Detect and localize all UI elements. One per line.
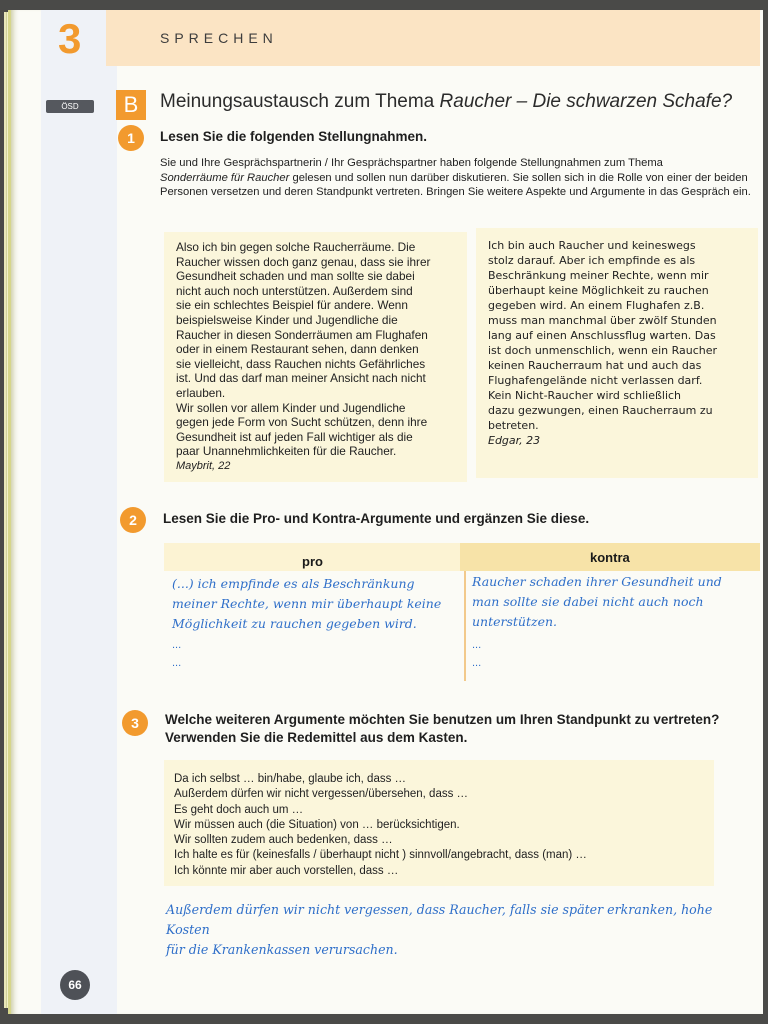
- intro-text-b: gelesen und sollen nun darüber diskutieren. Sie sollen sich in die Rolle von einer der beiden Personen versetzen und deren Standpunkt vertreten. Bringen Sie weitere Aspekte und Argumente in das Gespräch ein.: [160, 171, 751, 198]
- pro-contra-table-header: [164, 543, 760, 571]
- task3-answer: [166, 900, 760, 960]
- task3-title-line2: Verwenden Sie die Redemittel aus dem Kasten.: [165, 730, 468, 745]
- section-letter: B: [116, 90, 146, 120]
- statement-line: beispielsweise Kinder und Jugendliche die: [176, 312, 398, 327]
- statement-line: Gesundheit ist auf jeden Fall wichtiger als die: [176, 429, 413, 444]
- statement-line: gegen jede Form von Sucht schützen, denn ihre: [176, 415, 428, 430]
- column-divider: [464, 571, 466, 681]
- statement-line: Flughafengelände nicht verlassen darf.: [488, 374, 703, 387]
- task1-number: 1: [118, 125, 144, 151]
- intro-italic: Sonderräume für Raucher: [160, 171, 290, 184]
- pro-argument-line: Möglichkeit zu rauchen gegeben wird.: [172, 616, 417, 631]
- pro-arguments: [172, 574, 462, 634]
- kontra-ellipsis-1: ...: [472, 639, 482, 651]
- statement-line: überhaupt keine Möglichkeit zu rauchen: [488, 284, 709, 297]
- phrase-list: [174, 772, 587, 879]
- pro-argument-line: (...) ich empfinde es als Beschränkung: [172, 576, 415, 591]
- statement-line: muss man manchmal über zwölf Stunden: [488, 314, 717, 327]
- statement-maybrit: [176, 240, 466, 474]
- statement-line: dazu gezwungen, einen Raucherraum zu: [488, 404, 713, 417]
- statement-line: lang auf einen Anschlussflug warten. Das: [488, 329, 716, 342]
- statement-line: nicht auch noch unterstützen. Außerdem sind: [176, 283, 413, 298]
- pro-ellipsis-2: ...: [172, 657, 182, 669]
- pro-label: pro: [302, 554, 323, 569]
- page-number: 66: [60, 970, 90, 1000]
- task1-intro: [160, 156, 760, 200]
- statement-line: paar Unannehmlichkeiten für die Raucher.: [176, 444, 397, 459]
- phrase-item: Da ich selbst … bin/habe, glaube ich, dass …: [174, 773, 407, 785]
- statement-author: Maybrit, 22: [176, 459, 231, 472]
- kontra-arguments: [472, 572, 760, 632]
- statement-line: erlauben.: [176, 385, 226, 400]
- statement-line: Kein Nicht-Raucher wird schließlich: [488, 389, 682, 402]
- kontra-ellipsis-2: ...: [472, 657, 482, 669]
- kontra-header-cell: [460, 543, 760, 571]
- answer-line: Außerdem dürfen wir nicht vergessen, dass Raucher, falls sie später erkranken, hohe Kosten: [166, 902, 713, 937]
- phrase-item: Außerdem dürfen wir nicht vergessen/übersehen, dass …: [174, 788, 469, 801]
- task3-title-line1: Welche weiteren Argumente möchten Sie benutzen um Ihren Standpunkt zu vertreten?: [165, 712, 720, 727]
- task2-number: 2: [120, 507, 146, 533]
- statement-line: sie vielleicht, dass Rauchen nichts Gefährliches: [176, 356, 426, 371]
- statement-line: Ich bin auch Raucher und keineswegs: [488, 239, 696, 252]
- section-title: [160, 91, 732, 113]
- statement-edgar: [488, 238, 758, 448]
- statement-line: Beschränkung meiner Rechte, wenn mir: [488, 269, 709, 282]
- osd-badge: ÖSD: [46, 100, 94, 113]
- task2-title: Lesen Sie die Pro- und Kontra-Argumente und ergänzen Sie diese.: [163, 511, 590, 526]
- statement-line: stolz darauf. Aber ich empfinde es als: [488, 254, 696, 267]
- statement-line: oder in einem Restaurant sehen, dann denken: [176, 342, 419, 357]
- statement-line: Also ich bin gegen solche Raucherräume. Die: [176, 240, 416, 254]
- statement-author: Edgar, 23: [488, 434, 541, 447]
- statement-line: Wir sollen vor allem Kinder und Jugendliche: [176, 400, 406, 415]
- statement-line: Raucher wissen doch ganz genau, dass sie ihrer: [176, 254, 431, 269]
- phrase-item: Ich halte es für (keinesfalls / überhaupt nicht ) sinnvoll/angebracht, dass (man) …: [174, 849, 587, 862]
- task3-title: [165, 711, 765, 747]
- statement-line: sie ein schlechtes Beispiel für andere. Wenn: [176, 298, 408, 313]
- chapter-number: 3: [58, 15, 82, 62]
- pro-header-cell: [164, 543, 460, 571]
- sidebar: [41, 10, 117, 1014]
- statement-line: betreten.: [488, 419, 539, 432]
- phrase-item: Wir müssen auch (die Situation) von … berücksichtigen.: [174, 818, 460, 831]
- statement-line: gegeben wird. An einem Flughafen z.B.: [488, 299, 705, 312]
- pro-ellipsis-1: ...: [172, 639, 182, 651]
- section-title-italic: Raucher – Die schwarzen Schafe?: [439, 91, 733, 112]
- pro-argument-line: meiner Rechte, wenn mir überhaupt keine: [172, 596, 442, 611]
- phrase-item: Es geht doch auch um …: [174, 803, 304, 816]
- kontra-argument-line: man sollte sie dabei nicht auch noch: [472, 594, 704, 609]
- statement-line: ist doch unmenschlich, wenn ein Raucher: [488, 344, 718, 357]
- phrase-item: Wir sollten zudem auch bedenken, dass …: [174, 834, 393, 847]
- answer-line: für die Krankenkassen verursachen.: [166, 942, 398, 957]
- statement-line: Gesundheit schaden und man sollte sie dabei: [176, 269, 415, 284]
- kontra-argument-line: unterstützen.: [472, 614, 558, 629]
- task3-number: 3: [122, 710, 148, 736]
- statement-line: ist. Und das darf man meiner Ansicht nach nicht: [176, 371, 426, 386]
- task1-title: Lesen Sie die folgenden Stellungnahmen.: [160, 129, 428, 144]
- chapter-title: SPRECHEN: [160, 30, 278, 46]
- kontra-argument-line: Raucher schaden ihrer Gesundheit und: [472, 574, 722, 589]
- statement-line: Raucher in diesen Sonderräumen am Flughafen: [176, 327, 428, 342]
- statement-line: keinen Raucherraum hat und auch das: [488, 359, 702, 372]
- phrase-item: Ich könnte mir aber auch vorstellen, dass …: [174, 864, 399, 877]
- intro-text-a: Sie und Ihre Gesprächspartnerin / Ihr Gesprächspartner haben folgende Stellungnahmen zum Thema: [160, 157, 663, 169]
- section-title-plain: Meinungsaustausch zum Thema: [160, 91, 440, 112]
- kontra-label: kontra: [590, 550, 630, 565]
